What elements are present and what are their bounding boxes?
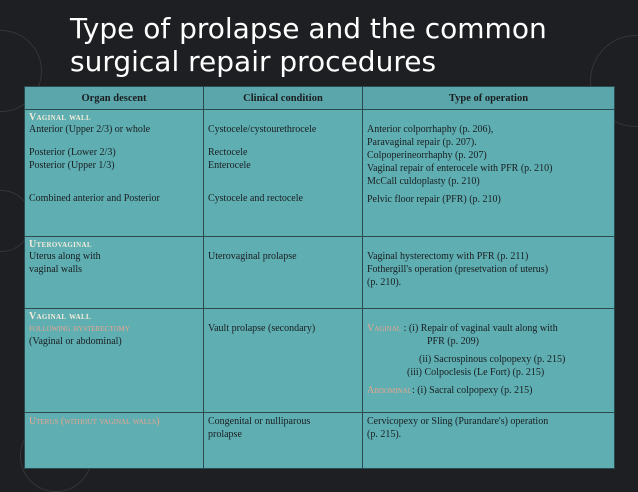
header-type-of-operation: Type of operation [363,87,615,110]
operation-text: (ii) Sacrospinous colpopexy (p. 215) [419,354,566,365]
slide-title-line2: surgical repair procedures [70,45,437,78]
operation-text: (p. 210). [367,277,402,288]
cell-organ [25,110,204,237]
organ-text: Posterior (Upper 1/3) [29,160,115,171]
table-row-uterovaginal [25,237,615,309]
condition-text: Congenital or nulliparous [208,416,311,427]
slide-title-line1: Type of prolapse and the common [70,12,547,45]
operation-abdominal [367,384,610,397]
table-row-uterus [25,413,615,469]
header-clinical-condition: Clinical condition [204,87,363,110]
table-image [24,86,615,469]
header-organ-descent: Organ descent [25,87,204,110]
table-row-vault [25,309,615,413]
condition-text: Cystocele/cystourethrocele [208,124,317,135]
condition-text: Rectocele [208,147,248,158]
organ-text: (Vaginal or abdominal) [29,336,122,347]
organ-text: Uterus along with [29,251,101,262]
operation-text: PFR (p. 209) [427,336,479,347]
operation-text: Pelvic floor repair (PFR) (p. 210) [367,194,501,205]
organ-text: Posterior (Lower 2/3) [29,147,116,158]
cell-operation [363,309,615,413]
operation-text: Cervicopexy or Sling (Purandare's) operation [367,416,549,427]
cell-organ [25,237,204,309]
operation-text: Paravaginal repair (p. 207). [367,137,477,148]
organ-text: Anterior (Upper 2/3) or whole [29,124,151,135]
cell-operation [363,237,615,309]
cell-operation [363,413,615,469]
operation-text: (i) Repair of vaginal vault along with [408,323,558,334]
organ-text: Combined anterior and Posterior [29,193,160,204]
section-label-faded: following hysterectomy [29,323,130,334]
operation-text: Fothergill's operation (presetvation of uterus) [367,264,549,275]
cell-organ [25,309,204,413]
organ-text: Uterus (without vaginal walls) [29,416,160,427]
condition-text: Uterovaginal prolapse [208,251,297,262]
operation-text: (p. 215). [367,429,402,440]
cell-organ [25,413,204,469]
cell-condition [204,309,363,413]
prolapse-operations-table [24,86,615,469]
operation-text: Colpoperineorrhaphy (p. 207) [367,150,487,161]
operation-text: Vaginal repair of enterocele with PFR (p. 210) [367,163,553,174]
table-row-vaginal-wall [25,110,615,237]
cell-condition [204,110,363,237]
operation-vaginal: Vaginal : (i) Repair of vaginal vault along with [367,323,558,334]
condition-text: prolapse [208,429,242,440]
cell-operation [363,110,615,237]
condition-text: Vault prolapse (secondary) [208,323,316,334]
organ-text: vaginal walls [29,264,83,275]
condition-text: Enterocele [208,160,251,171]
operation-text: Anterior colporrhaphy (p. 206), [367,124,494,135]
section-label: Vaginal wall [29,112,91,123]
condition-text: Cystocele and rectocele [208,193,303,204]
vaginal-label: Vaginal [367,323,402,334]
operation-text: McCall culdoplasty (p. 210) [367,176,480,187]
abdominal-label: Abdominal [367,385,412,396]
operation-text: Vaginal hysterectomy with PFR (p. 211) [367,251,529,262]
operation-text: : (i) Sacral colpopexy (p. 215) [411,385,533,396]
section-label: Vaginal wall [29,311,91,322]
slide-title [70,12,610,78]
section-label: Uterovaginal [29,239,92,250]
cell-condition [204,413,363,469]
operation-text: (iii) Colpoclesis (Le Fort) (p. 215) [407,367,545,378]
table-header-row [25,87,615,110]
cell-condition [204,237,363,309]
